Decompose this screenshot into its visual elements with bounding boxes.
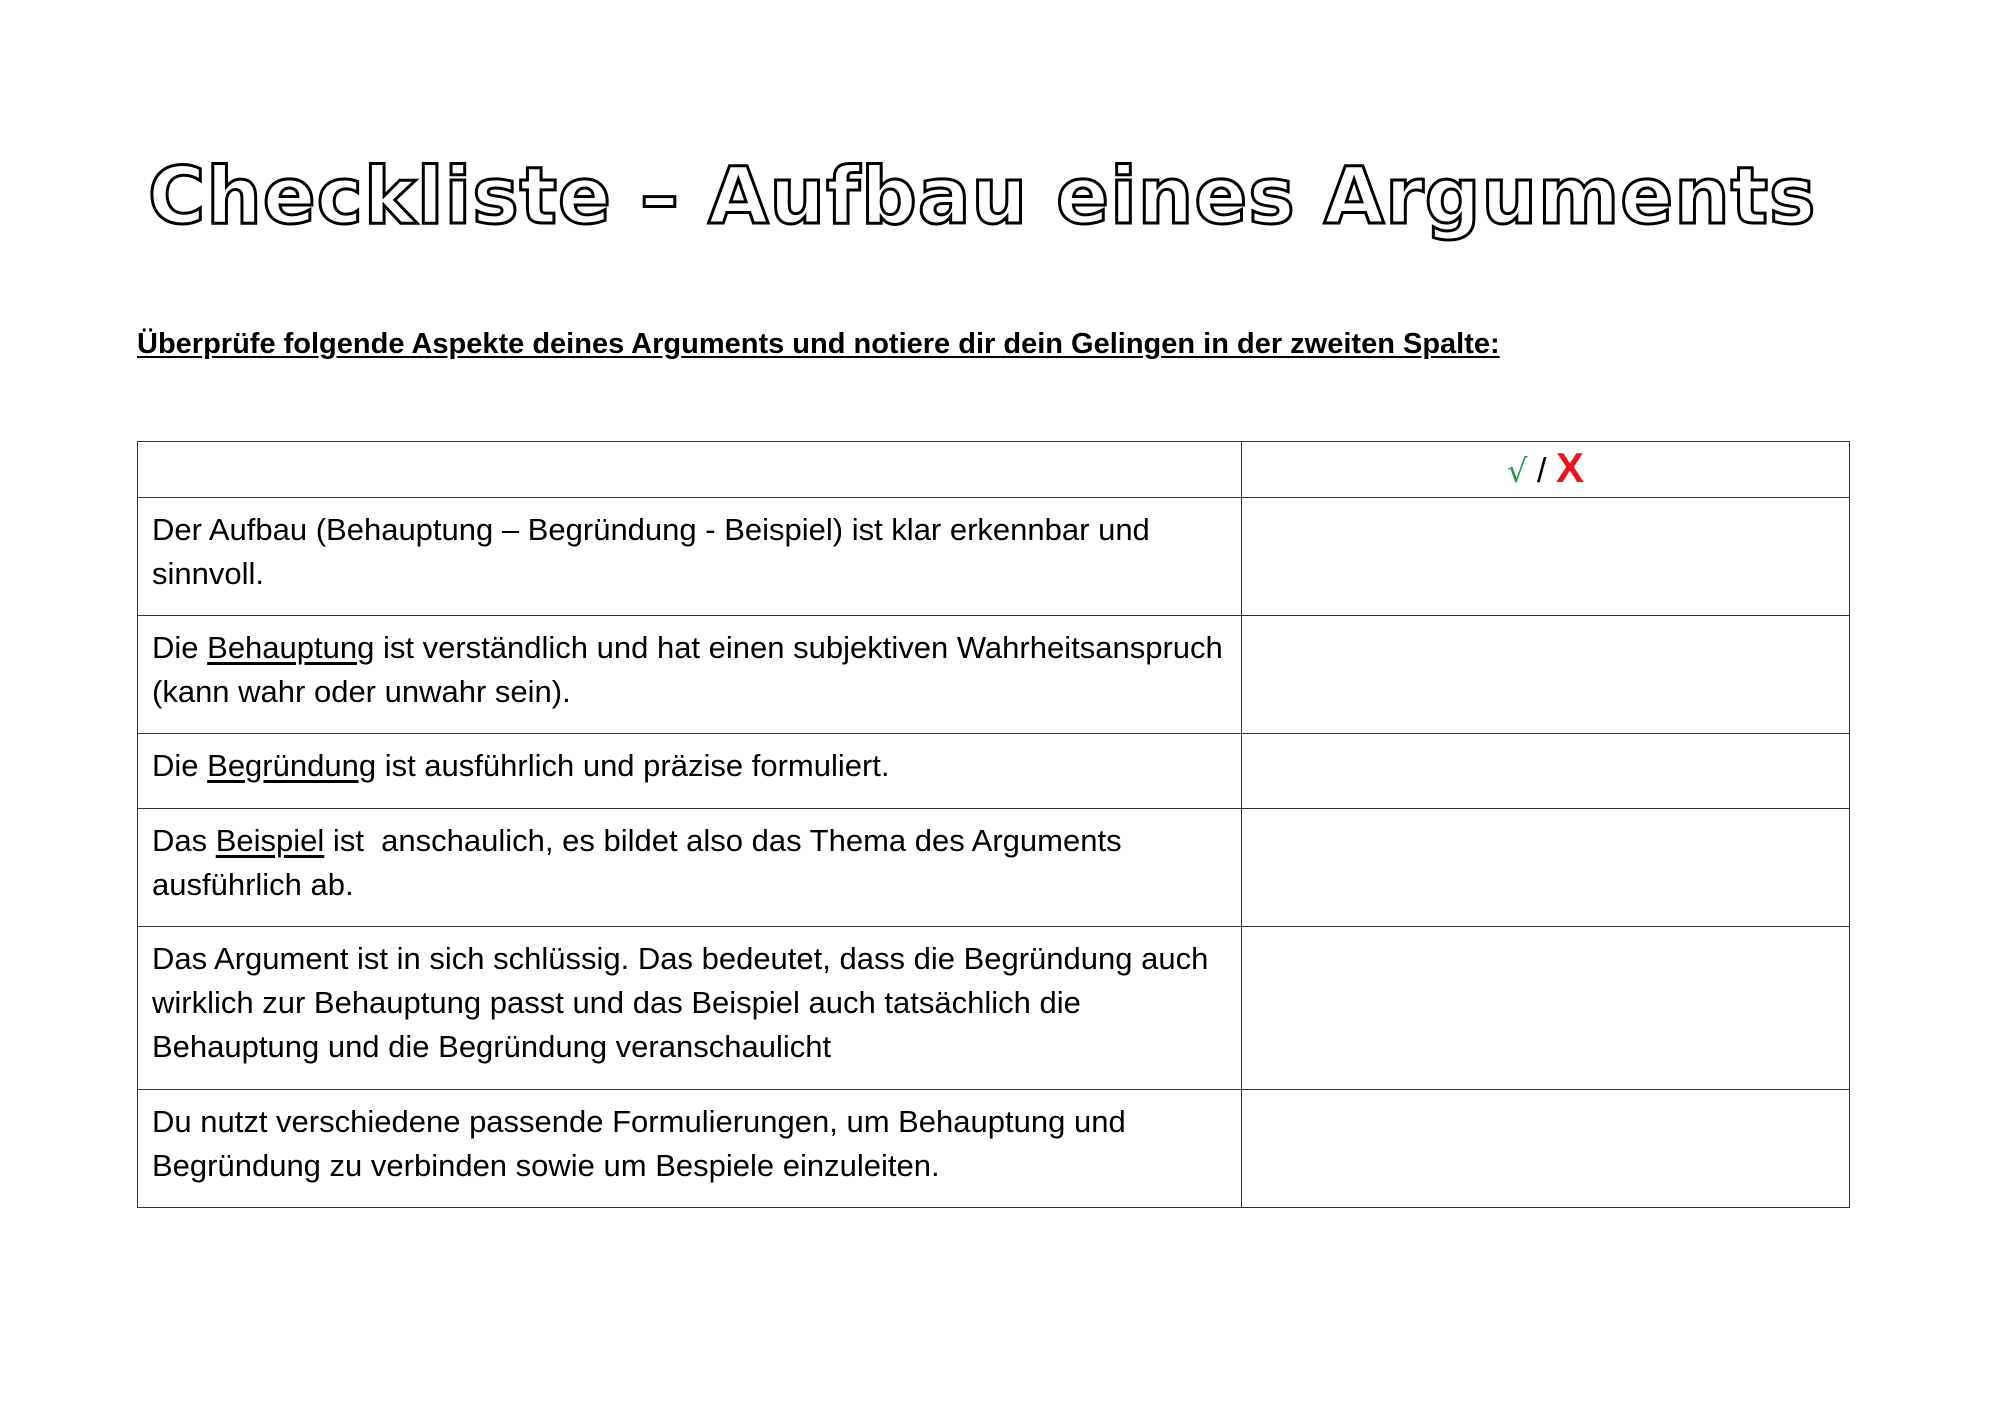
table-row [138,927,1850,1090]
criterion-suffix: ist ausführlich und präzise formuliert. [376,748,890,783]
criterion-keyword: Beispiel [215,823,325,858]
cross-mark-icon: X [1555,444,1584,491]
criterion-text [138,927,1242,1090]
header-criteria-cell [138,442,1242,498]
status-cell[interactable] [1242,927,1850,1090]
table-header-row [138,442,1850,498]
criterion-text [138,616,1242,734]
status-cell[interactable] [1242,616,1850,734]
criterion-prefix: Das [152,823,216,858]
page-title: Checkliste – Aufbau eines Arguments [148,152,1817,242]
status-cell[interactable] [1242,498,1850,616]
criterion-keyword: Behauptung [207,630,375,665]
status-cell[interactable] [1242,1090,1850,1208]
criterion-text [138,1090,1242,1208]
criterion-text-part: Das Argument ist in sich schlüssig. Das bedeutet, dass die Begründung auch wirklich zur Behauptung passt und das Beispiel auch tatsächlich die Behauptung und die Begründung veranschaulicht [152,941,1209,1064]
status-cell[interactable] [1242,734,1850,809]
criterion-text [138,498,1242,616]
table-row [138,734,1850,809]
criterion-prefix: Die [152,748,208,783]
criterion-text [138,734,1242,809]
checklist-table [137,441,1850,1208]
table-row [138,616,1850,734]
criterion-text-part: Der Aufbau (Behauptung – Begründung - Beispiel) ist klar erkennbar und sinnvoll. [152,512,1150,591]
criterion-text-part: Du nutzt verschiedene passende Formulierungen, um Behauptung und Begründung zu verbinden sowie um Bespiele einzuleiten. [152,1104,1126,1183]
status-cell[interactable] [1242,809,1850,927]
criterion-suffix: ist anschaulich, es bildet also das Thema des Arguments ausführlich ab. [152,823,1131,902]
table-row [138,809,1850,927]
header-separator: / [1527,452,1556,490]
criterion-text [138,809,1242,927]
instruction-text: Überprüfe folgende Aspekte deines Arguments und notiere dir dein Gelingen in der zweiten Spalte: [137,328,1500,360]
table-row [138,498,1850,616]
header-status-cell [1242,442,1850,498]
table-row [138,1090,1850,1208]
check-mark-icon: √ [1507,452,1528,490]
criterion-prefix: Die [152,630,208,665]
criterion-keyword: Begründung [207,748,377,783]
criterion-suffix: ist verständlich und hat einen subjektiven Wahrheitsanspruch (kann wahr oder unwahr sein). [152,630,1223,709]
